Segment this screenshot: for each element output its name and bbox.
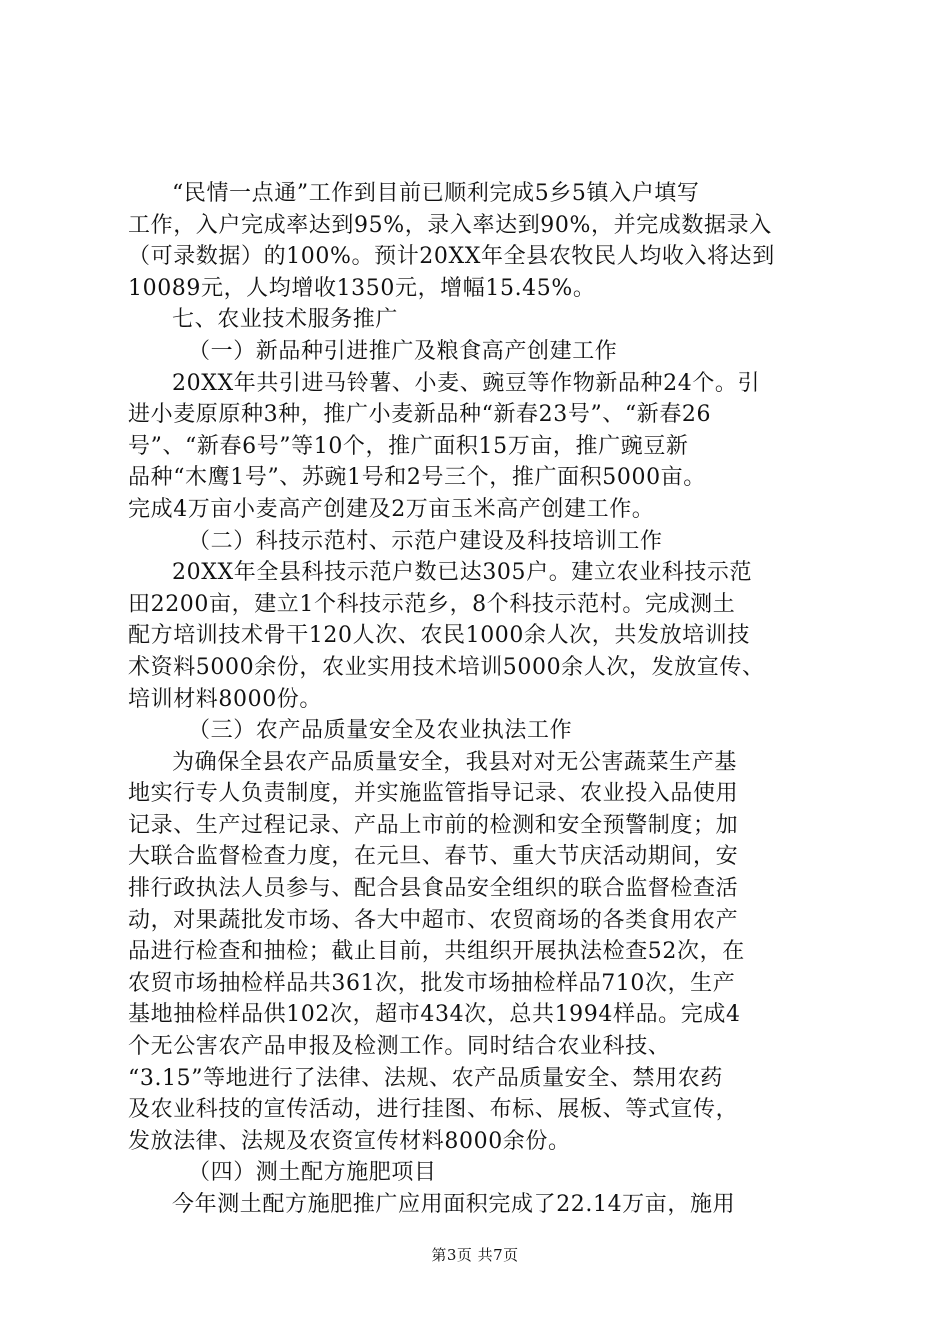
page-footer bbox=[0, 1244, 950, 1265]
text-line: 术资料5000余份，农业实用技术培训5000余人次，发放宣传、 bbox=[128, 654, 765, 680]
text-line: “民情一点通”工作到目前已顺利完成5乡5镇入户填写 bbox=[172, 181, 700, 206]
text-line: 今年测土配方施肥推广应用面积完成了22.14万亩，施用 bbox=[172, 1192, 736, 1217]
body-text bbox=[128, 178, 828, 1221]
text-line: 培训材料8000份。 bbox=[128, 686, 322, 712]
text-line: 配方培训技术骨干120人次、农民1000余人次，共发放培训技 bbox=[128, 623, 750, 649]
text-line: 为确保全县农产品质量安全，我县对对无公害蔬菜生产基 bbox=[172, 749, 738, 775]
page-number: 第3页 共7页 bbox=[431, 1246, 519, 1264]
text-line: 品进行检查和抽检；截止目前，共组织开展执法检查52次，在 bbox=[128, 939, 745, 965]
text-line: 号”、“新春6号”等10个，推广面积15万亩，推广豌豆新 bbox=[128, 433, 689, 459]
text-line: 品种“木鹰1号”、苏豌1号和2号三个，推广面积5000亩。 bbox=[128, 465, 706, 491]
text-line: 20XX年共引进马铃薯、小麦、豌豆等作物新品种24个。引 bbox=[172, 370, 761, 396]
subsection-heading: （二）科技示范村、示范户建设及科技培训工作 bbox=[188, 528, 663, 554]
text-line: 记录、生产过程记录、产品上市前的检测和安全预警制度；加 bbox=[128, 812, 739, 838]
text-line: 基地抽检样品供102次，超市434次，总共1994样品。完成4 bbox=[128, 1002, 741, 1028]
text-line: 工作，入户完成率达到95%，录入率达到90%，并完成数据录入 bbox=[128, 212, 772, 238]
text-line: 农贸市场抽检样品共361次，批发市场抽检样品710次，生产 bbox=[128, 970, 736, 996]
text-line: （可录数据）的100%。预计20XX年全县农牧民人均收入将达到 bbox=[128, 244, 775, 270]
text-line: 地实行专人负责制度，并实施监管指导记录、农业投入品使用 bbox=[128, 781, 739, 807]
section-heading: 七、农业技术服务推广 bbox=[172, 307, 399, 333]
text-line: “3.15”等地进行了法律、法规、农产品质量安全、禁用农药 bbox=[128, 1065, 723, 1091]
subsection-heading: （一）新品种引进推广及粮食高产创建工作 bbox=[188, 338, 618, 364]
text-line: 及农业科技的宣传活动，进行挂图、布标、展板、等式宣传， bbox=[128, 1097, 739, 1123]
text-line: 动，对果蔬批发市场、各大中超市、农贸商场的各类食用农产 bbox=[128, 907, 739, 933]
text-line: 20XX年全县科技示范户数已达305户。建立农业科技示范 bbox=[172, 560, 753, 586]
text-line: 发放法律、法规及农资宣传材料8000余份。 bbox=[128, 1128, 571, 1154]
text-line: 完成4万亩小麦高产创建及2万亩玉米高产创建工作。 bbox=[128, 496, 655, 522]
subsection-heading: （三）农产品质量安全及农业执法工作 bbox=[188, 718, 573, 744]
text-line: 进小麦原原种3种，推广小麦新品种“新春23号”、“新春26 bbox=[128, 402, 712, 428]
subsection-heading: （四）测土配方施肥项目 bbox=[188, 1160, 437, 1186]
text-line: 10089元，人均增收1350元，增幅15.45%。 bbox=[128, 275, 596, 301]
text-line: 排行政执法人员参与、配合县食品安全组织的联合监督检查活 bbox=[128, 876, 739, 902]
text-line: 田2200亩，建立1个科技示范乡，8个科技示范村。完成测土 bbox=[128, 591, 736, 617]
text-line: 个无公害农产品申报及检测工作。同时结合农业科技、 bbox=[128, 1034, 671, 1060]
text-line: 大联合监督检查力度，在元旦、春节、重大节庆活动期间，安 bbox=[128, 844, 739, 870]
